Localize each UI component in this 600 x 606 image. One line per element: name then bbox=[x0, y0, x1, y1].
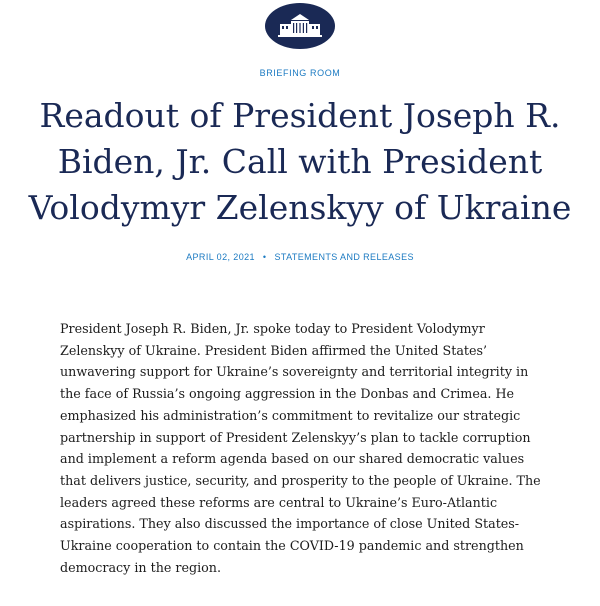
page-title: Readout of President Joseph R. Biden, Jr. Call with President Volodymyr Zelenskyy of Ukraine bbox=[28, 96, 572, 227]
publish-date: APRIL 02, 2021 bbox=[186, 252, 255, 262]
section-label[interactable]: BRIEFING ROOM bbox=[259, 68, 341, 78]
article-meta bbox=[0, 252, 600, 262]
white-house-logo[interactable] bbox=[264, 2, 336, 50]
meta-separator: • bbox=[262, 252, 267, 262]
article-body: President Joseph R. Biden, Jr. spoke today to President Volodymyr Zelenskyy of Ukraine. President Biden affirmed the United States’ unwavering support for Ukraine’s sovereignty and territorial integrity in the face of Russia’s ongoing aggression in the Donbas and Crimea. He emphasized his administration’s commitment to revitalize our strategic partnership in support of President Zelenskyy’s plan to tackle corruption and implement a reform agenda based on our shared democratic values that delivers justice, security, and prosperity to the people of Ukraine. The leaders agreed these reforms are central to Ukraine’s Euro-Atlantic aspirations. They also discussed the importance of close United States-Ukraine cooperation to contain the COVID-19 pandemic and strengthen democracy in the region. bbox=[60, 321, 541, 575]
category-link[interactable]: STATEMENTS AND RELEASES bbox=[274, 252, 414, 262]
white-house-icon bbox=[264, 2, 336, 50]
